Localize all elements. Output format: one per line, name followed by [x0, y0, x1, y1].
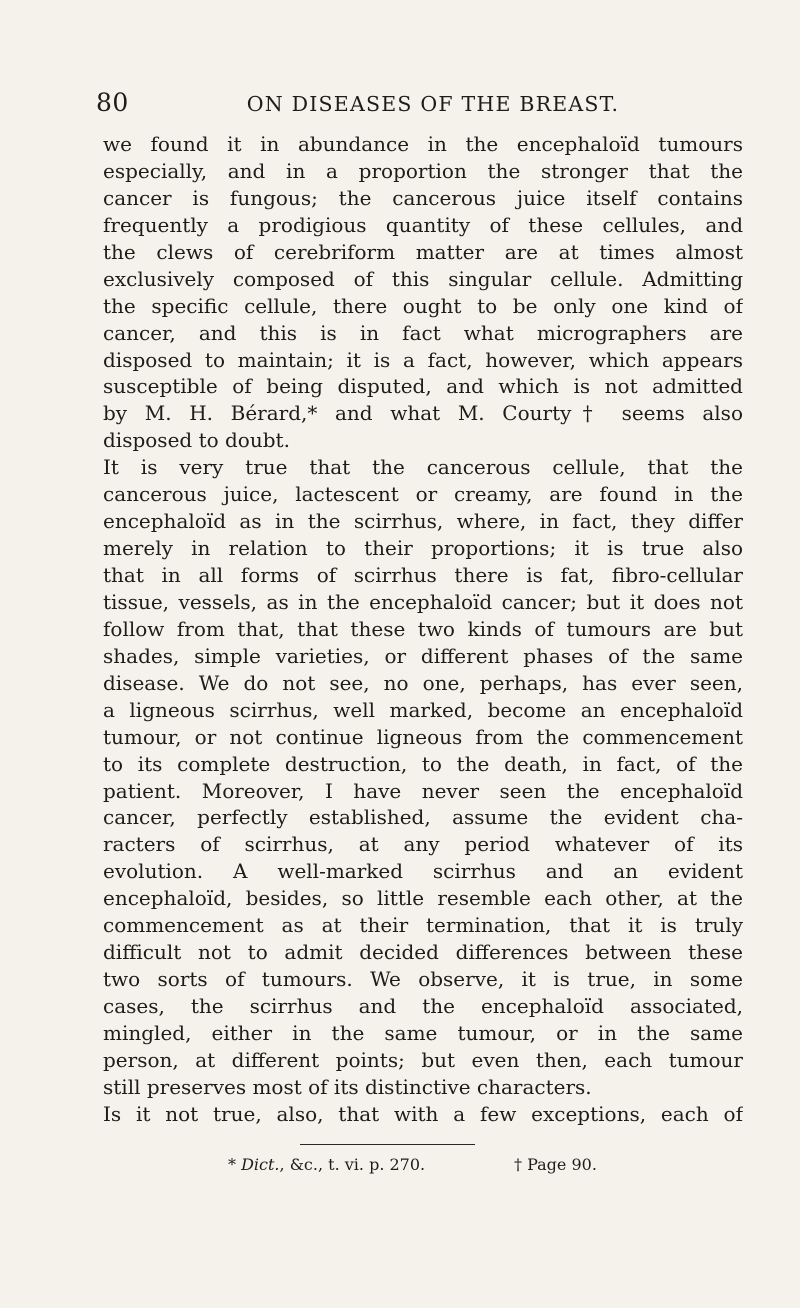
text-line: two sorts of tumours. We observe, it is true, in some [103, 967, 743, 992]
text-line: encephaloïd, besides, so little resemble each other, at the [103, 886, 743, 911]
text-line: tissue, vessels, as in the encephaloïd cancer; but it does not [103, 589, 743, 614]
text-line: mingled, either in the same tumour, or in the same [103, 1020, 743, 1045]
text-line: frequently a prodigious quantity of these cellules, and [103, 212, 743, 237]
text-line: still preserves most of its distinctive characters. [103, 1074, 592, 1099]
text-line: we found it in abundance in the encephaloïd tumours [103, 132, 743, 156]
text-line: especially, and in a proportion the stronger that the [103, 158, 743, 183]
footnote-first [228, 1154, 425, 1176]
text-line: disposed to doubt. [103, 428, 290, 453]
text-line: the specific cellule, there ought to be only one kind of [103, 293, 743, 318]
text-line: exclusively composed of this singular cellule. Admitting [103, 266, 743, 291]
text-line: by M. H. Bérard,* and what M. Courty† seems also [103, 401, 743, 426]
text-line: person, at different points; but even then, each tumour [103, 1047, 743, 1072]
text-line: Is it not true, also, that with a few exceptions, each of [103, 1101, 743, 1126]
text-line: patient. Moreover, I have never seen the encephaloïd [103, 778, 743, 803]
text-line: It is very true that the cancerous cellule, that the [103, 455, 743, 480]
text-line: merely in relation to their proportions; it is true also [103, 536, 743, 561]
text-line: cancerous juice, lactescent or creamy, are found in the [103, 482, 743, 507]
page-number: 80 [96, 88, 129, 117]
text-line: shades, simple varieties, or different phases of the same [103, 643, 743, 668]
text-line: tumour, or not continue ligneous from the commencement [103, 724, 743, 749]
text-line: a ligneous scirrhus, well marked, become an encephaloïd [103, 697, 743, 722]
text-line: difficult not to admit decided differences between these [103, 940, 743, 965]
text-line: the clews of cerebriform matter are at times almost [103, 239, 743, 264]
footnote-second: † Page 90. [514, 1155, 597, 1174]
text-line: commencement as at their termination, that it is truly [103, 913, 743, 938]
text-line: racters of scirrhus, at any period whatever of its [103, 832, 743, 857]
body-text [103, 131, 743, 1128]
footnote-ref-rest: , &c., t. vi. p. 270. [279, 1155, 426, 1174]
running-title: ON DISEASES OF THE BREAST. [246, 92, 620, 116]
text-line: evolution. A well-marked scirrhus and an evident [103, 859, 743, 884]
text-line: cancer, perfectly established, assume the evident cha- [103, 805, 743, 830]
page-header [96, 88, 740, 120]
text-line: follow from that, that these two kinds of tumours are but [103, 616, 743, 641]
text-line: susceptible of being disputed, and which is not admitted [103, 374, 743, 399]
text-line: cancer is fungous; the cancerous juice itself contains [103, 185, 743, 210]
text-line: that in all forms of scirrhus there is fat, fibro-cellular [103, 563, 743, 587]
text-line: disposed to maintain; it is a fact, however, which appears [103, 347, 743, 372]
footnote-italic-ref: Dict. [241, 1155, 280, 1174]
text-line: disease. We do not see, no one, perhaps, has ever seen, [103, 670, 743, 695]
footnote-marker: * [228, 1155, 236, 1174]
text-line: cases, the scirrhus and the encephaloïd associated, [103, 994, 743, 1018]
footnote-rule [300, 1144, 475, 1145]
text-line: cancer, and this is in fact what micrographers are [103, 320, 743, 345]
text-line: to its complete destruction, to the death, in fact, of the [103, 751, 743, 776]
text-line: encephaloïd as in the scirrhus, where, in fact, they differ [103, 509, 743, 534]
